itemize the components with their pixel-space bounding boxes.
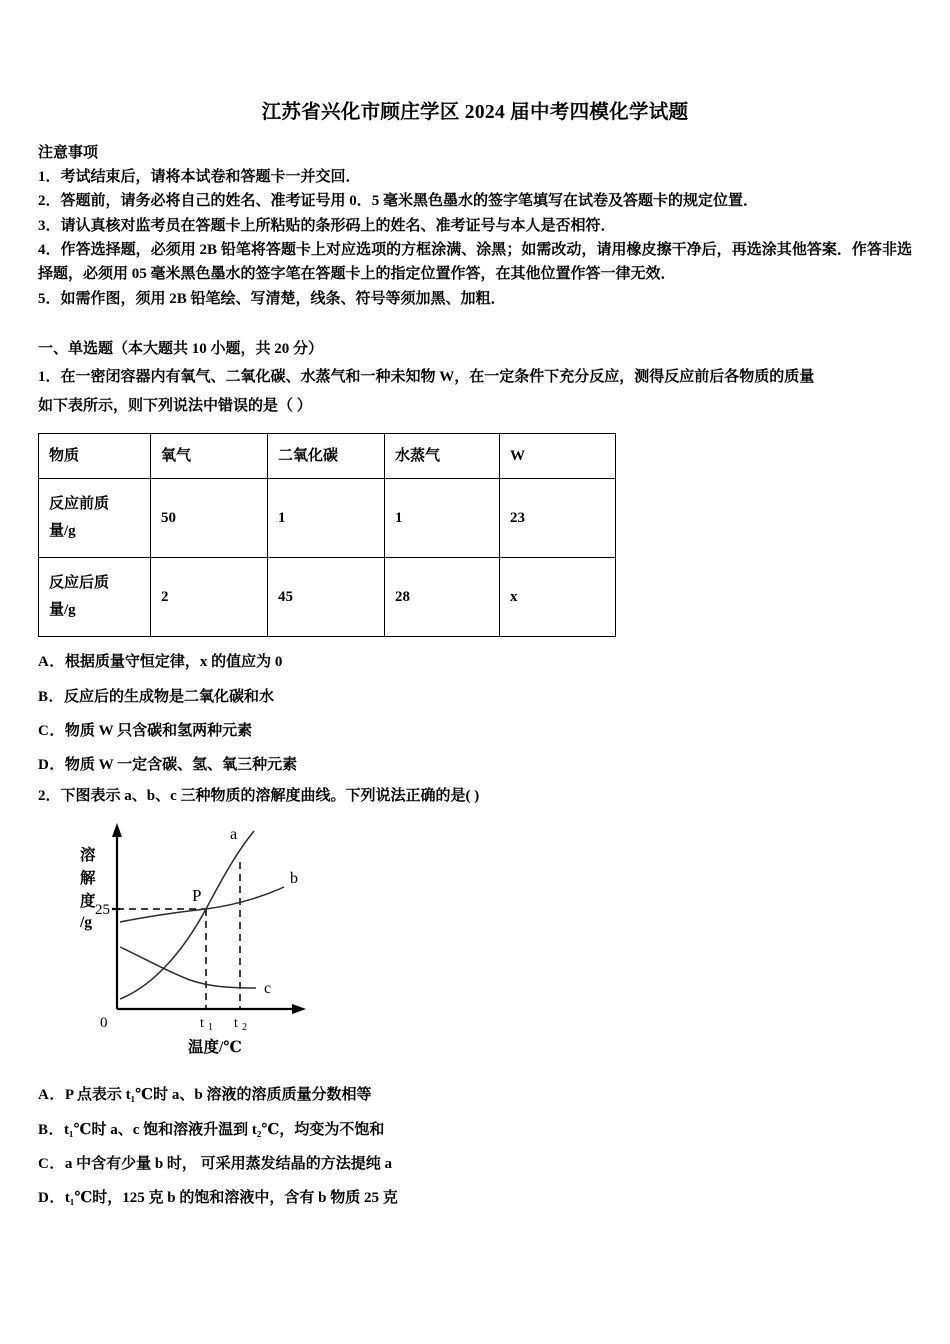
option-a[interactable] <box>38 645 912 679</box>
table-row-label-line-2: 量/g <box>49 602 76 619</box>
option-b[interactable] <box>38 1113 912 1147</box>
option-d[interactable] <box>38 748 912 782</box>
option-letter: D． <box>38 756 65 773</box>
option-text: 反应后的生成物是二氧化碳和水 <box>64 688 275 705</box>
y-axis-arrow-icon <box>112 823 122 837</box>
option-text: 根据质量守恒定律，x 的值应为 0 <box>64 654 283 671</box>
notice-list <box>38 165 912 311</box>
table-header-cell: 物质 <box>39 434 151 479</box>
question-1-stem-line-1: 1．在一密闭容器内有氧气、二氧化碳、水蒸气和一种未知物 W，在一定条件下充分反应，测得反应前后各物质的质量 <box>38 368 815 385</box>
table-cell: 50 <box>151 479 268 558</box>
curve-label-a: a <box>230 826 238 844</box>
y-tick-label-25: 25 <box>95 902 110 919</box>
x-tick-sub-1: 1 <box>208 1022 213 1034</box>
table-cell: 1 <box>268 479 385 558</box>
option-letter: D． <box>38 1189 65 1206</box>
section-heading-single-choice: 一、单选题（本大题共 10 小题，共 20 分） <box>38 340 324 357</box>
curve-a <box>120 831 254 999</box>
x-axis-label: 温度/℃ <box>188 1039 242 1057</box>
notice-item: 4．作答选择题，必须用 2B 铅笔将答题卡上对应选项的方框涂满、涂黑；如需改动，请用橡皮擦干净后，再选涂其他答案．作答非选择题，必须用 05 毫米黑色墨水的签字笔在答题卡上的指定位置作答，在其他位置作答一律无效． <box>38 241 912 283</box>
option-text: t₁℃时，125 克 b 的饱和溶液中，含有 b 物质 25 克 <box>64 1189 398 1206</box>
option-d[interactable] <box>38 1181 912 1215</box>
notice-item: 5．如需作图，须用 2B 铅笔绘、写清楚，线条、符号等须加黑、加粗． <box>38 290 506 307</box>
x-axis-arrow-icon <box>292 1004 306 1014</box>
page-title: 江苏省兴化市顾庄学区 2024 届中考四模化学试题 <box>261 102 689 123</box>
curve-label-b: b <box>290 870 298 888</box>
option-text: P 点表示 t₁℃时 a、b 溶液的溶质质量分数相等 <box>64 1087 372 1104</box>
option-letter: C． <box>38 1155 65 1172</box>
table-header-row <box>39 434 616 479</box>
notice-heading: 注意事项 <box>38 145 99 162</box>
notice-item: 1．考试结束后，请将本试卷和答题卡一并交回． <box>38 169 361 186</box>
table-cell: 28 <box>385 558 500 637</box>
table-header-cell: 二氧化碳 <box>268 434 385 479</box>
table-header-cell: 水蒸气 <box>385 434 500 479</box>
table-cell: x <box>500 558 616 637</box>
table-row-label-line-1: 反应后质 <box>49 574 110 591</box>
option-text: a 中含有少量 b 时， 可采用蒸发结晶的方法提纯 a <box>64 1155 392 1172</box>
table-cell: 45 <box>268 558 385 637</box>
notice-item: 3．请认真核对监考员在答题卡上所粘贴的条形码上的姓名、准考证号与本人是否相符． <box>38 217 616 234</box>
option-letter: C． <box>38 722 65 739</box>
table-row-label <box>39 558 151 637</box>
reaction-mass-table <box>38 433 616 637</box>
origin-label: 0 <box>100 1015 108 1032</box>
question-1-options <box>38 645 912 782</box>
option-letter: B． <box>38 688 65 705</box>
option-text: 物质 W 一定含碳、氢、氧三种元素 <box>64 756 298 773</box>
table-header-cell: W <box>500 434 616 479</box>
table-header-cell: 氧气 <box>151 434 268 479</box>
table-row <box>39 558 616 637</box>
curve-label-c: c <box>264 980 272 998</box>
table-cell: 23 <box>500 479 616 558</box>
y-axis-label-char-2: 解 <box>80 870 96 888</box>
question-2-options <box>38 1078 912 1215</box>
y-axis-label-char-3: 度 <box>80 893 96 911</box>
point-p-label: P <box>192 886 202 906</box>
x-tick-label-t2: t <box>234 1016 238 1032</box>
y-axis-label-char-1: 溶 <box>80 847 96 865</box>
table-row-label-line-2: 量/g <box>49 523 76 540</box>
table-row-label-line-1: 反应前质 <box>49 495 110 512</box>
option-c[interactable] <box>38 1147 912 1181</box>
option-b[interactable] <box>38 680 912 714</box>
option-c[interactable] <box>38 714 912 748</box>
solubility-curve-chart <box>40 817 340 1062</box>
solubility-chart-svg <box>40 817 340 1062</box>
table-cell: 1 <box>385 479 500 558</box>
table-row <box>39 479 616 558</box>
x-tick-sub-2: 2 <box>242 1022 247 1034</box>
notice-item: 2．答题前，请务必将自己的姓名、准考证号用 0．5 毫米黑色墨水的签字笔填写在试卷及答题卡的规定位置． <box>38 193 759 210</box>
y-axis-label-char-4: /g <box>80 914 93 932</box>
x-tick-label-t1: t <box>200 1016 204 1032</box>
table-row-label <box>39 479 151 558</box>
option-letter: A． <box>38 1087 65 1104</box>
option-text: t₁℃时 a、c 饱和溶液升温到 t₂℃，均变为不饱和 <box>64 1121 385 1138</box>
option-a[interactable] <box>38 1078 912 1112</box>
curve-c <box>120 947 256 988</box>
question-1-stem-line-2: 如下表所示，则下列说法中错误的是（ ） <box>38 398 312 415</box>
option-letter: B． <box>38 1121 65 1138</box>
option-text: 物质 W 只含碳和氢两种元素 <box>64 722 253 739</box>
table-cell: 2 <box>151 558 268 637</box>
option-letter: A． <box>38 654 65 671</box>
question-2-stem: 2．下图表示 a、b、c 三种物质的溶解度曲线。下列说法正确的是( ) <box>38 788 480 805</box>
